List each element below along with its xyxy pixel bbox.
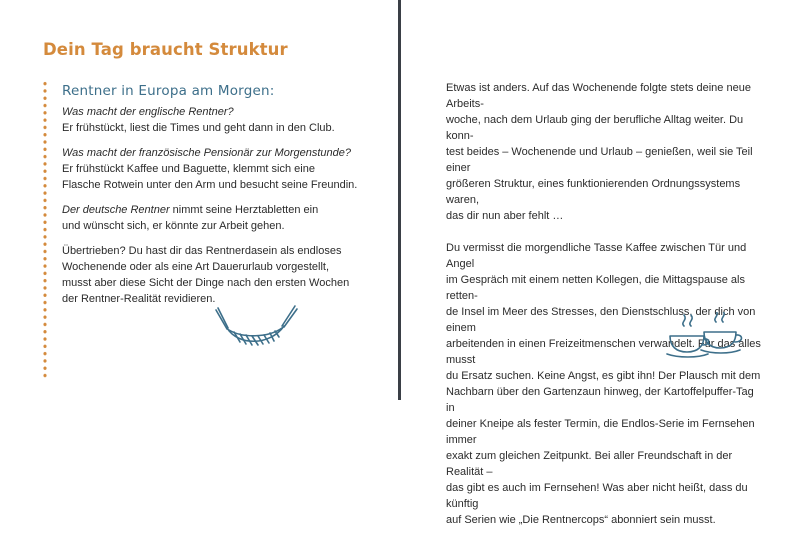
- right-line: das gibt es auch im Fernsehen! Was aber nicht heißt, dass du künftig: [446, 482, 748, 510]
- right-line: deiner Kneipe als fester Termin, die Endlos-Serie im Fernsehen immer: [446, 418, 755, 446]
- answer-french-line: Flasche Rotwein unter den Arm und besucht seine Freundin.: [62, 179, 358, 191]
- right-line: de Insel im Meer des Stresses, den Dienstschluss, der dich von einem: [446, 306, 756, 334]
- right-line: Nachbarn über den Gartenzaun hinweg, der Kartoffelpuffer-Tag in: [446, 386, 754, 414]
- right-line: im Gespräch mit einem netten Kollegen, die Mittagspause als retten-: [446, 274, 745, 302]
- german-italic: Der deutsche Rentner: [62, 204, 170, 216]
- closing-paragraph: [62, 243, 387, 307]
- closing-line: Übertrieben? Du hast dir das Rentnerdasein als endloses: [62, 245, 342, 257]
- question-french: Was macht der französische Pensionär zur Morgenstunde?: [62, 147, 351, 159]
- subheading: Rentner in Europa am Morgen:: [62, 83, 275, 99]
- coffee-cups-icon: [664, 312, 750, 362]
- right-line: arbeitenden in einen Freizeitmenschen verwandelt. Für das alles musst: [446, 338, 761, 366]
- closing-line: der Rentner-Realität revidieren.: [62, 293, 216, 305]
- chapter-title: Dein Tag braucht Struktur: [43, 40, 288, 59]
- right-line: test beides – Wochenende und Urlaub – genießen, weil sie Teil einer: [446, 146, 753, 174]
- right-paragraph-2: [446, 240, 764, 528]
- left-body: [62, 82, 387, 316]
- german-line-rest: nimmt seine Herztabletten ein: [169, 204, 319, 216]
- hammock-icon: [212, 302, 300, 348]
- answer-french-line: Er frühstückt Kaffee und Baguette, klemmt sich eine: [62, 163, 315, 175]
- closing-line: musst aber diese Sicht der Dinge nach den ersten Wochen: [62, 277, 350, 289]
- right-line: auf Serien wie „Die Rentnercops“ abonniert sein musst.: [446, 514, 716, 526]
- right-line: Du vermisst die morgendliche Tasse Kaffee zwischen Tür und Angel: [446, 242, 747, 270]
- closing-line: Wochenende oder als eine Art Dauerurlaub vorgestellt,: [62, 261, 330, 273]
- right-line: woche, nach dem Urlaub ging der berufliche Alltag weiter. Du konn-: [446, 114, 744, 142]
- right-line: das dir nun aber fehlt …: [446, 210, 564, 222]
- german-line: und wünscht sich, er könnte zur Arbeit gehen.: [62, 220, 285, 232]
- right-line: exakt zum gleichen Zeitpunkt. Bei aller Freundschaft in der Realität –: [446, 450, 733, 478]
- qa-english: [62, 104, 387, 136]
- left-page: [0, 0, 399, 400]
- dotted-margin-line: [43, 80, 47, 380]
- right-line: du Ersatz suchen. Keine Angst, es gibt ihn! Der Plausch mit dem: [446, 370, 761, 382]
- qa-french: [62, 145, 387, 193]
- question-english: Was macht der englische Rentner?: [62, 106, 234, 118]
- right-line: Etwas ist anders. Auf das Wochenende folgte stets deine neue Arbeits-: [446, 82, 751, 110]
- right-paragraph-1: [446, 80, 764, 224]
- answer-english-line: Er frühstückt, liest die Times und geht dann in den Club.: [62, 122, 335, 134]
- german-line: [62, 202, 387, 218]
- german-paragraph: [62, 202, 387, 234]
- right-line: größeren Struktur, eines funktionierenden Ordnungssystems waren,: [446, 178, 741, 206]
